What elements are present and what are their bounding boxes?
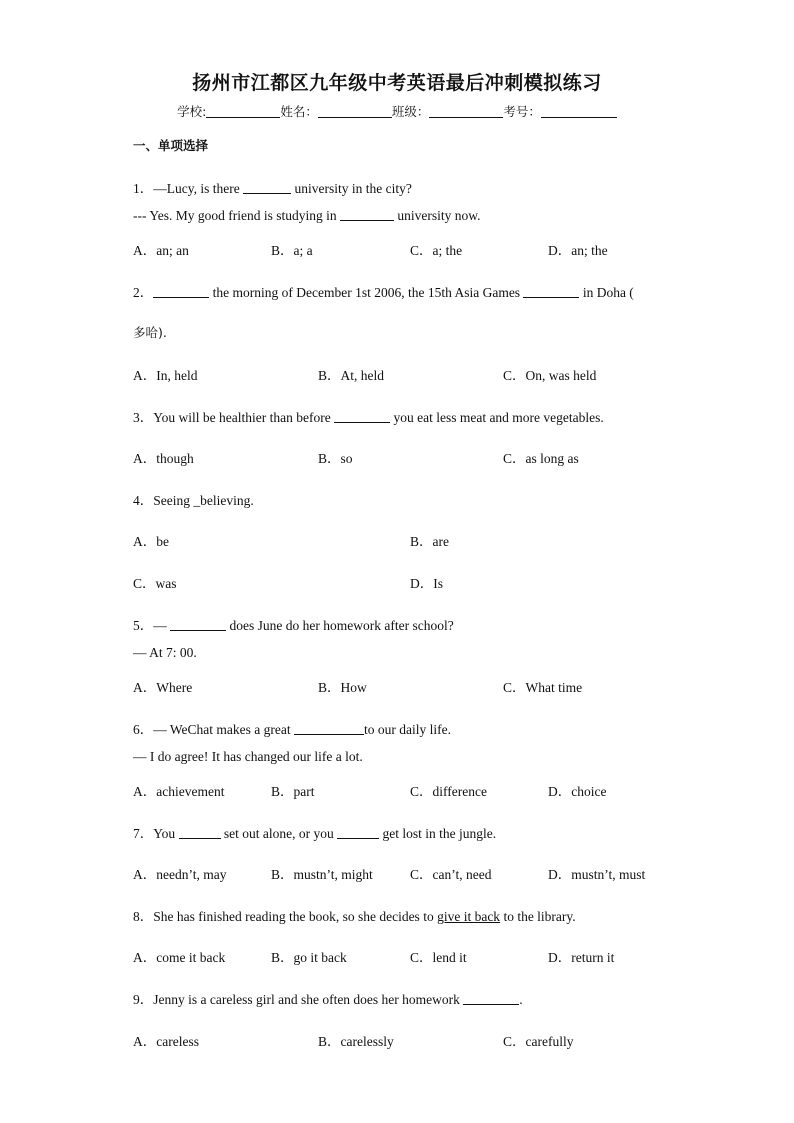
- answer-blank: [179, 826, 221, 839]
- option[interactable]: B．How: [318, 680, 367, 695]
- answer-blank: [337, 826, 379, 839]
- question-number: 3．: [133, 410, 154, 425]
- question-number: 6．: [133, 722, 154, 737]
- question-text: You will be healthier than before: [153, 410, 335, 425]
- question-3-stem: [133, 406, 604, 426]
- question-text: She has finished reading the book, so she decides to: [153, 909, 438, 924]
- exam-no-blank[interactable]: [541, 105, 617, 118]
- option[interactable]: B．are: [410, 534, 449, 549]
- answer-blank: [334, 410, 390, 423]
- question-7-stem: [133, 822, 496, 842]
- question-1-stem: [133, 177, 412, 197]
- exam-no-label: 考号：: [503, 104, 541, 119]
- question-text: university now.: [394, 208, 481, 223]
- question-text: the morning of December 1st 2006, the 15th Asia Games: [209, 285, 524, 300]
- page-title: 扬州市江都区九年级中考英语最后冲刺模拟练习: [192, 72, 602, 94]
- option[interactable]: D．mustn’t, must: [548, 867, 646, 882]
- option[interactable]: A．needn’t, may: [133, 867, 227, 882]
- option[interactable]: D．an; the: [548, 243, 608, 258]
- question-text: —Lucy, is there: [153, 181, 244, 196]
- option[interactable]: D．Is: [410, 576, 443, 591]
- option[interactable]: A．In, held: [133, 368, 198, 383]
- question-5-stem: [133, 614, 454, 634]
- option[interactable]: C．can’t, need: [410, 867, 492, 882]
- option[interactable]: C．carefully: [503, 1034, 574, 1049]
- option[interactable]: B．a; a: [271, 243, 313, 258]
- option[interactable]: C．was: [133, 576, 177, 591]
- question-6-stem: [133, 718, 451, 738]
- question-number: 1．: [133, 181, 154, 196]
- question-8-stem: [133, 905, 576, 925]
- option[interactable]: B．so: [318, 451, 353, 466]
- option[interactable]: B．At, held: [318, 368, 384, 383]
- option[interactable]: A．an; an: [133, 243, 189, 258]
- question-text: get lost in the jungle.: [379, 826, 497, 841]
- question-number: 9．: [133, 992, 154, 1007]
- question-9-stem: [133, 988, 523, 1008]
- answer-blank: [294, 722, 364, 735]
- question-4-stem: [133, 489, 254, 509]
- question-text: university in the city?: [291, 181, 412, 196]
- option[interactable]: C．lend it: [410, 950, 467, 965]
- question-text: You: [153, 826, 179, 841]
- option[interactable]: A．Where: [133, 680, 193, 695]
- option[interactable]: C．difference: [410, 784, 487, 799]
- question-text: —: [153, 618, 171, 633]
- option[interactable]: D．choice: [548, 784, 607, 799]
- question-text: to the library.: [500, 909, 576, 924]
- question-number: 7．: [133, 826, 154, 841]
- option[interactable]: C．as long as: [503, 451, 579, 466]
- question-number: 4．: [133, 493, 154, 508]
- question-text: Seeing _believing.: [153, 493, 254, 508]
- question-text: 多哈).: [133, 325, 167, 340]
- class-blank[interactable]: [429, 105, 503, 118]
- question-text: in Doha (: [579, 285, 634, 300]
- question-text: --- Yes. My good friend is studying in: [133, 208, 341, 223]
- answer-blank: [340, 208, 394, 221]
- answer-blank: [463, 992, 519, 1005]
- option[interactable]: C．What time: [503, 680, 583, 695]
- option[interactable]: B．go it back: [271, 950, 347, 965]
- option[interactable]: C．a; the: [410, 243, 463, 258]
- student-info-line: [0, 102, 794, 120]
- option[interactable]: B．part: [271, 784, 315, 799]
- question-text: you eat less meat and more vegetables.: [390, 410, 604, 425]
- question-text: to our daily life.: [364, 722, 451, 737]
- name-blank[interactable]: [318, 105, 392, 118]
- option[interactable]: B．mustn’t, might: [271, 867, 373, 882]
- question-text: — WeChat makes a great: [153, 722, 294, 737]
- answer-blank: [243, 181, 291, 194]
- question-text: — I do agree! It has changed our life a lot.: [133, 749, 363, 764]
- question-text: — At 7: 00.: [133, 645, 197, 660]
- question-text: .: [519, 992, 523, 1007]
- question-1-reply: [133, 208, 481, 224]
- answer-blank: [170, 618, 226, 631]
- option[interactable]: C．On, was held: [503, 368, 597, 383]
- answer-blank: [153, 285, 209, 298]
- option[interactable]: A．come it back: [133, 950, 226, 965]
- section-title: 一、单项选择: [133, 138, 209, 153]
- option[interactable]: A．careless: [133, 1034, 199, 1049]
- question-number: 2．: [133, 285, 154, 300]
- underlined-phrase: give it back: [437, 909, 501, 924]
- school-blank[interactable]: [206, 105, 280, 118]
- question-text: set out alone, or you: [220, 826, 338, 841]
- question-number: 8．: [133, 909, 154, 924]
- class-label: 班级：: [391, 104, 430, 119]
- option[interactable]: D．return it: [548, 950, 615, 965]
- option[interactable]: A．achievement: [133, 784, 225, 799]
- answer-blank: [523, 285, 579, 298]
- option[interactable]: A．be: [133, 534, 169, 549]
- name-label: 姓名：: [280, 104, 318, 119]
- question-2-stem: [133, 281, 634, 301]
- question-text: does June do her homework after school?: [226, 618, 454, 633]
- question-number: 5．: [133, 618, 154, 633]
- option[interactable]: B．carelessly: [318, 1034, 394, 1049]
- option[interactable]: A．though: [133, 451, 194, 466]
- school-label: 学校:: [177, 104, 207, 119]
- question-text: Jenny is a careless girl and she often does her homework: [153, 992, 464, 1007]
